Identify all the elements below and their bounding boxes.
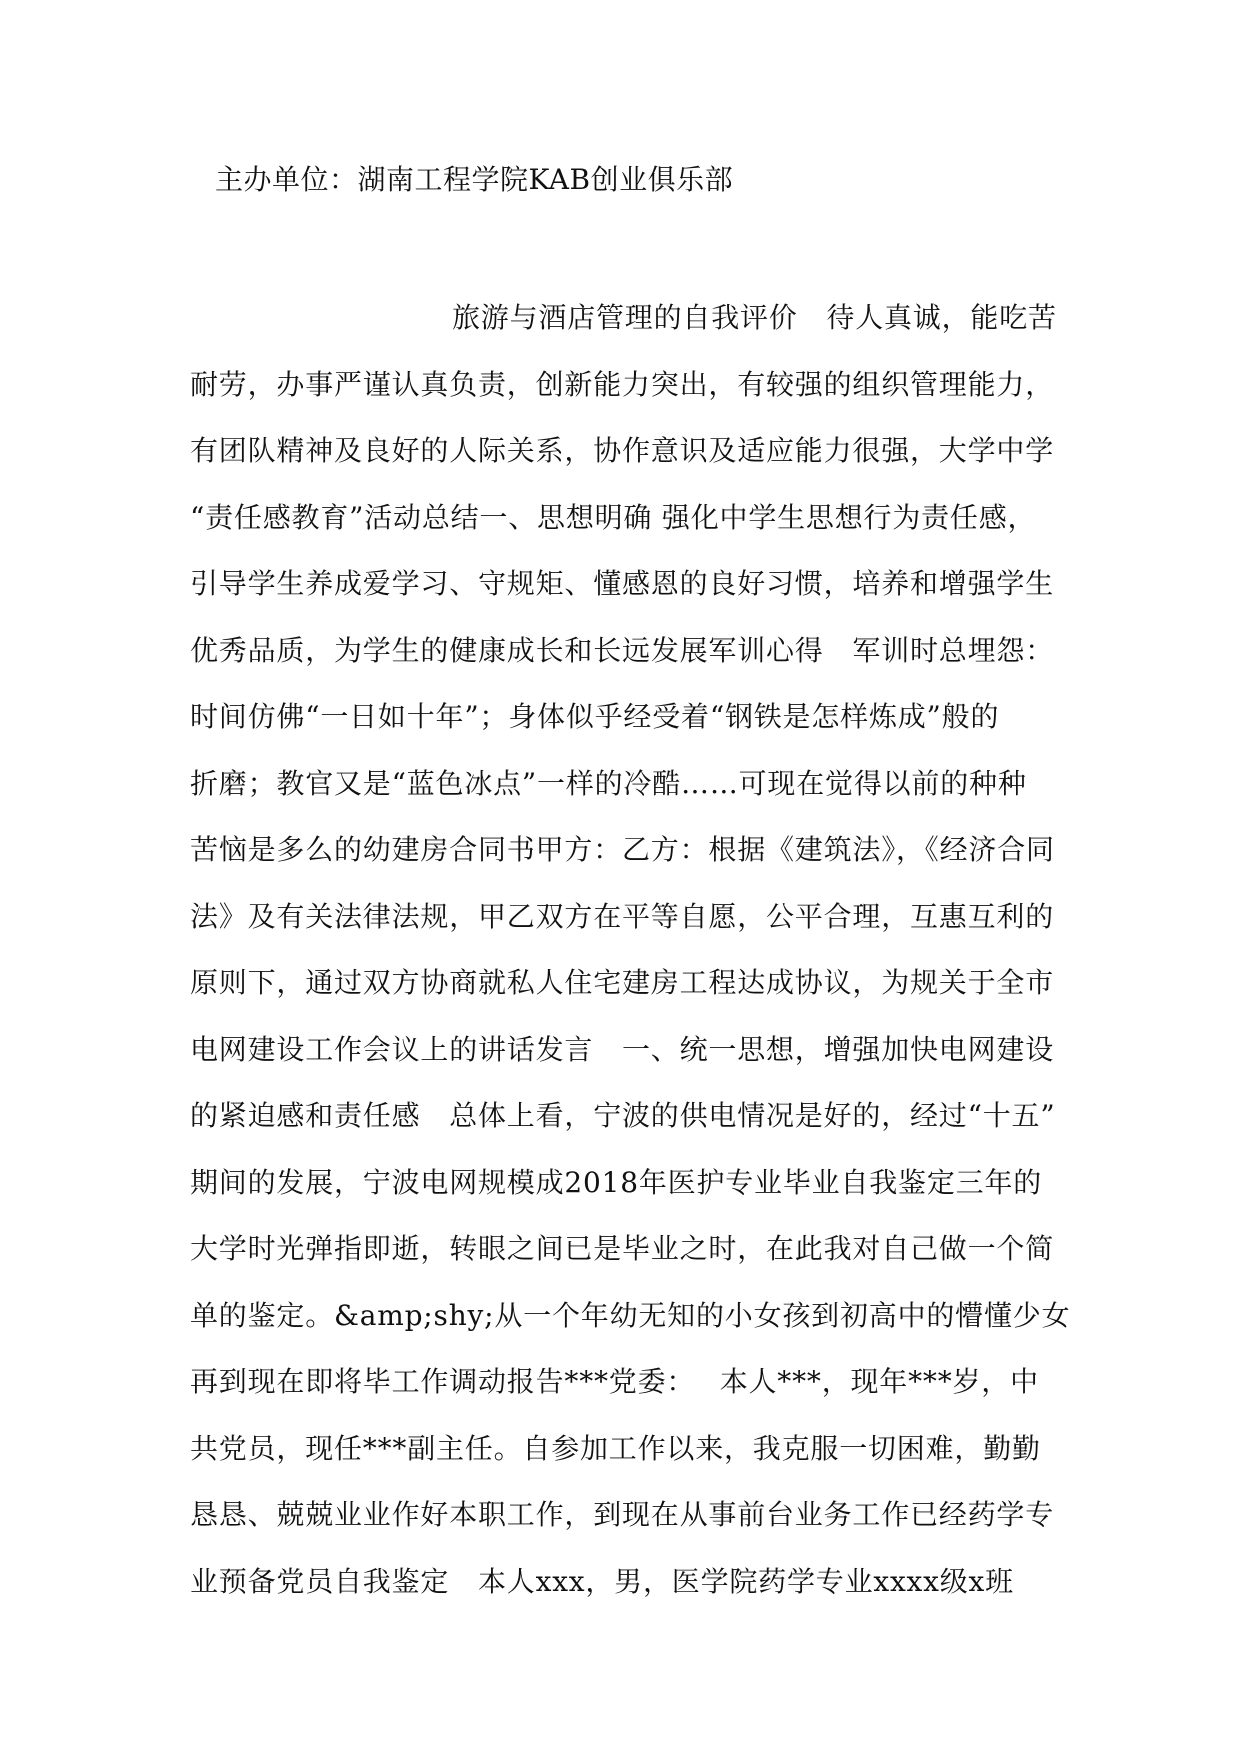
text-line: 法》及有关法律法规，甲乙双方在平等自愿，公平合理，互惠互利的 (190, 899, 1055, 933)
text-line: 共党员，现任***副主任。自参加工作以来，我克服一切困难，勤勤 (190, 1431, 1041, 1465)
text-line: 期间的发展，宁波电网规模成2018年医护专业毕业自我鉴定三年的 (190, 1165, 1043, 1199)
text-line: 电网建设工作会议上的讲话发言 一、统一思想，增强加快电网建设 (190, 1032, 1055, 1066)
text-line: 业预备党员自我鉴定 本人xxx，男，医学院药学专业xxxx级x班 (190, 1564, 1014, 1598)
text-line: 再到现在即将毕工作调动报告***党委： 本人***，现年***岁，中 (190, 1365, 1039, 1398)
text-line: 单的鉴定。&amp;shy;从一个年幼无知的小女孩到初高中的懵懂少女 (190, 1298, 1071, 1332)
text-line: 折磨；教官又是“蓝色冰点”一样的冷酷……可现在觉得以前的种种 (190, 766, 1027, 800)
text-line: “责任感教育”活动总结一、思想明确 强化中学生思想行为责任感， (190, 500, 1037, 534)
body-text (190, 285, 1071, 1615)
text-line: 引导学生养成爱学习、守规矩、懂感恩的良好习惯，培养和增强学生 (190, 567, 1055, 600)
text-line: 耐劳，办事严谨认真负责，创新能力突出，有较强的组织管理能力， (190, 367, 1055, 401)
text-line: 旅游与酒店管理的自我评价 待人真诚，能吃苦 (452, 301, 1057, 334)
text-line: 苦恼是多么的幼建房合同书甲方：乙方：根据《建筑法》，《经济合同 (190, 833, 1055, 866)
text-line: 时间仿佛“一日如十年”；身体似乎经受着“钢铁是怎样炼成”般的 (190, 700, 1000, 733)
text-line: 的紧迫感和责任感 总体上看，宁波的供电情况是好的，经过“十五” (190, 1099, 1056, 1132)
text-line: 原则下，通过双方协商就私人住宅建房工程达成协议，为规关于全市 (190, 966, 1055, 999)
text-line: 优秀品质，为学生的健康成长和长远发展军训心得 军训时总埋怨： (190, 633, 1055, 667)
organizer-line: 主办单位：湖南工程学院KAB创业俱乐部 (215, 163, 734, 196)
text-line: 有团队精神及良好的人际关系，协作意识及适应能力很强，大学中学 (190, 434, 1055, 467)
text-line: 大学时光弹指即逝，转眼之间已是毕业之时，在此我对自己做一个简 (190, 1232, 1055, 1265)
text-line: 恳恳、兢兢业业作好本职工作，到现在从事前台业务工作已经药学专 (190, 1498, 1055, 1531)
